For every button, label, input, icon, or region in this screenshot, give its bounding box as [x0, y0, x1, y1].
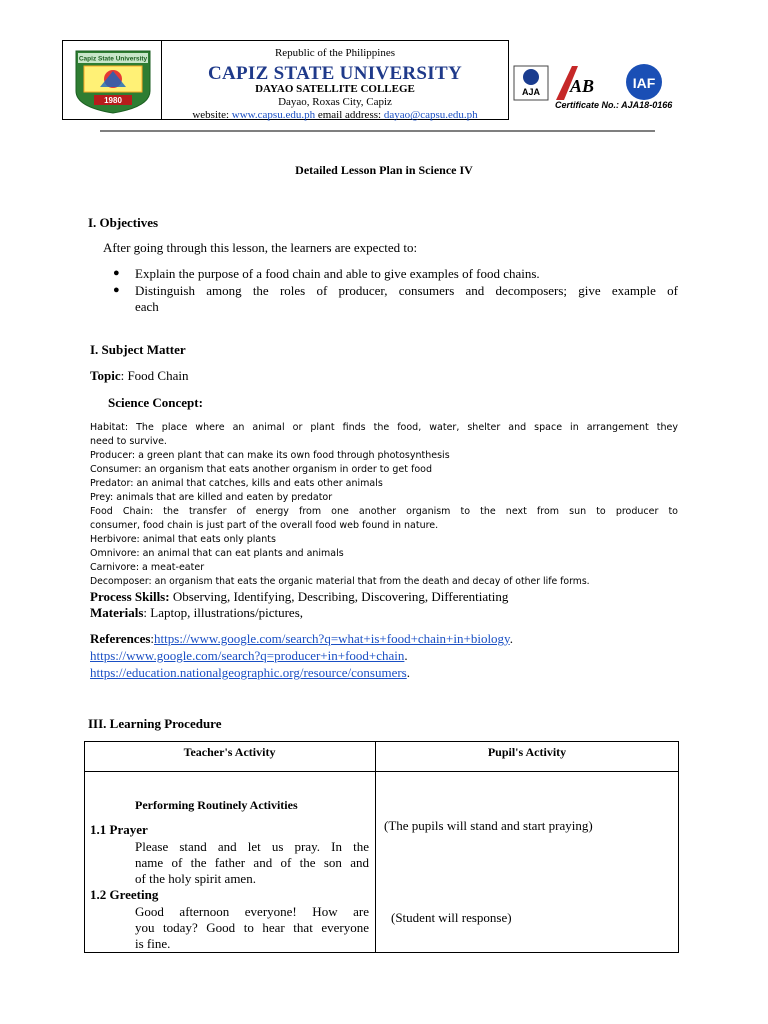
topic-label: Topic [90, 368, 121, 383]
pupil-greeting-response: (Student will response) [391, 910, 512, 925]
ab-badge-icon [556, 66, 594, 100]
iaf-badge-icon [626, 64, 662, 100]
objective-item: Explain the purpose of a food chain and able to give examples of food chains. [135, 266, 540, 281]
pupil-activity-header: Pupil's Activity [487, 745, 567, 759]
bullet-icon: ● [113, 284, 120, 296]
references-label: References [90, 631, 151, 646]
university-logo-frame [62, 40, 162, 120]
concept-prey: Prey: animals that are killed and eaten by predator [90, 492, 333, 503]
aja-badge-icon [514, 66, 548, 100]
greeting-heading: 1.2 Greeting [90, 887, 159, 902]
subject-matter-heading: I. Subject Matter [90, 342, 186, 357]
svg-text:Capiz State University: Capiz State University [78, 55, 148, 63]
pupil-prayer-response: (The pupils will stand and start praying) [384, 818, 593, 833]
svg-text:IAF: IAF [632, 75, 656, 91]
objectives-heading: I. Objectives [88, 215, 159, 230]
concept-habitat: Habitat: The place where an animal or plant finds the food, water, shelter and space in arrangement they [90, 422, 678, 433]
reference-line-3: https://education.nationalgeographic.org/resource/consumers. [90, 665, 410, 680]
college-name: DAYAO SATELLITE COLLEGE [255, 83, 415, 95]
concept-food-chain-cont: consumer, food chain is just part of the overall food web found in nature. [90, 520, 439, 531]
learning-procedure-heading: III. Learning Procedure [88, 716, 222, 731]
email-link[interactable]: dayao@capsu.edu.ph [383, 109, 478, 121]
concept-producer: Producer: a green plant that can make its own food through photosynthesis [90, 450, 450, 461]
certificate-number: Certificate No.: AJA18-0166 [555, 100, 673, 110]
objective-item: Distinguish among the roles of producer, consumers and decomposers; give example of [135, 283, 678, 298]
website-link[interactable]: www.capsu.edu.ph [231, 109, 316, 121]
routine-activities-heading: Performing Routinely Activities [135, 798, 298, 812]
university-name: CAPIZ STATE UNIVERSITY [207, 63, 462, 84]
prayer-heading: 1.1 Prayer [90, 822, 148, 837]
objective-item-continued: each [135, 299, 159, 314]
greeting-text: you today? Good to hear that everyone [135, 920, 369, 935]
prayer-text: of the holy spirit amen. [135, 871, 256, 886]
reference-link[interactable]: https://education.nationalgeographic.org/resource/consumers [90, 665, 407, 680]
letterhead [161, 40, 509, 120]
process-skills-line [90, 589, 508, 605]
header-divider [100, 130, 655, 132]
objectives-intro: After going through this lesson, the learners are expected to: [103, 240, 418, 255]
republic-line: Republic of the Philippines [274, 47, 396, 59]
science-concept-heading: Science Concept: [108, 395, 203, 410]
materials-value: : Laptop, illustrations/pictures, [143, 605, 304, 620]
concept-habitat-cont: need to survive. [90, 436, 167, 447]
svg-text:AJA: AJA [521, 87, 541, 97]
document-title: Detailed Lesson Plan in Science IV [295, 163, 473, 177]
topic-line [90, 368, 189, 384]
prayer-text: name of the father and of the son and [135, 855, 369, 870]
table-column-divider [375, 741, 376, 953]
reference-link[interactable]: https://www.google.com/search?q=what+is+food+chain+in+biology [154, 631, 510, 646]
concept-consumer: Consumer: an organism that eats another organism in order to get food [90, 464, 432, 475]
teacher-activity-header: Teacher's Activity [183, 745, 276, 759]
references-line: References:https://www.google.com/search?q=what+is+food+chain+in+biology. [90, 631, 513, 646]
topic-value: : Food Chain [120, 368, 189, 383]
concept-carnivore: Carnivore: a meat-eater [90, 562, 205, 573]
reference-line-2: https://www.google.com/search?q=producer+in+food+chain. [90, 648, 408, 663]
concept-food-chain: Food Chain: the transfer of energy from one another organism to the next from sun to producer to [90, 506, 678, 517]
process-skills-value: Observing, Identifying, Describing, Discovering, Differentiating [169, 589, 509, 604]
bullet-icon: ● [113, 267, 120, 279]
email-label: email address: [317, 109, 382, 121]
prayer-text: Please stand and let us pray. In the [135, 839, 369, 854]
materials-label: Materials [90, 605, 144, 620]
concept-predator: Predator: an animal that catches, kills and eats other animals [90, 478, 383, 489]
contact-line [162, 109, 508, 121]
concept-omnivore: Omnivore: an animal that can eat plants and animals [90, 548, 344, 559]
materials-line [90, 605, 303, 621]
greeting-text: is fine. [135, 936, 171, 951]
college-address: Dayao, Roxas City, Capiz [278, 96, 392, 108]
svg-text:AB: AB [570, 76, 595, 96]
university-seal-icon [70, 47, 156, 115]
website-label: website: [192, 109, 230, 121]
greeting-text: Good afternoon everyone! How are [135, 904, 369, 919]
table-header-divider [84, 771, 679, 772]
concept-herbivore: Herbivore: animal that eats only plants [90, 534, 276, 545]
concept-decomposer: Decomposer: an organism that eats the organic material that from the death and decay of other life forms. [90, 576, 590, 587]
process-skills-label: Process Skills: [90, 589, 170, 604]
reference-link[interactable]: https://www.google.com/search?q=producer+in+food+chain [90, 648, 405, 663]
svg-text:1980: 1980 [104, 96, 122, 105]
